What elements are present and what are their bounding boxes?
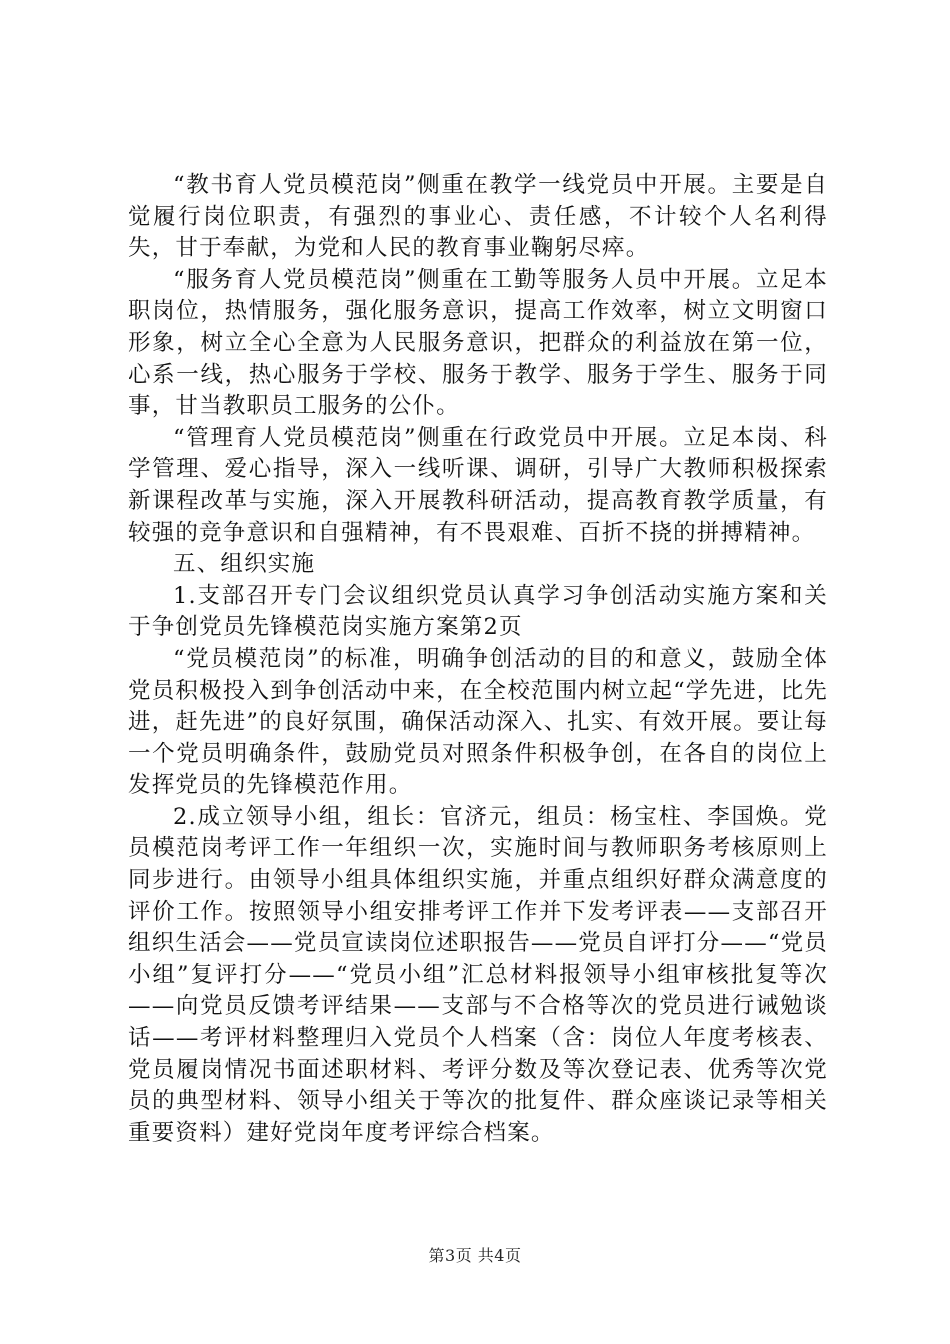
paragraph-item-2: 2.成立领导小组，组长：官济元，组员：杨宝柱、李国焕。党员模范岗考评工作一年组织一次，实施时间与教师职务考核原则上同步进行。由领导小组具体组织实施，并重点组织好群众满意度的评价工作。按照领导小组安排考评工作并下发考评表——支部召开组织生活会——党员宣读岗位述职报告——党员自评打分——“党员小组”复评打分——“党员小组”汇总材料报领导小组审核批复等次——向党员反馈考评结果——支部与不合格等次的党员进行诫勉谈话——考评材料整理归入党员个人档案（含：岗位人年度考核表、党员履岗情况书面述职材料、考评分数及等次登记表、优秀等次党员的典型材料、领导小组关于等次的批复件、群众座谈记录等相关重要资料）建好党岗年度考评综合档案。 — [128, 803, 829, 1146]
paragraph-management-post: “管理育人党员模范岗”侧重在行政党员中开展。立足本岗、科学管理、爱心指导，深入一线听课、调研，引导广大教师积极探索新课程改革与实施，深入开展教科研活动，提高教育教学质量，有较强的竞争意识和自强精神，有不畏艰难、百折不挠的拼搏精神。 — [128, 424, 828, 546]
paragraph-standard: “党员模范岗”的标准，明确争创活动的目的和意义，鼓励全体党员积极投入到争创活动中来，在全校范围内树立起“学先进，比先进，赶先进”的良好氛围，确保活动深入、扎实、有效开展。要让每一个党员明确条件，鼓励党员对照条件积极争创，在各自的岗位上发挥党员的先锋模范作用。 — [128, 645, 829, 799]
section-heading-implementation: 五、组织实施 — [173, 551, 316, 578]
paragraph-item-1: 1.支部召开专门会议组织党员认真学习争创活动实施方案和关于争创党员先锋模范岗实施方案第2页 — [128, 582, 828, 641]
paragraph-service-post: “服务育人党员模范岗”侧重在工勤等服务人员中开展。立足本职岗位，热情服务，强化服务意识，提高工作效率，树立文明窗口形象，树立全心全意为人民服务意识，把群众的利益放在第一位，心系一线，热心服务于学校、服务于教学、服务于学生、服务于同事，甘当教职员工服务的公仆。 — [128, 266, 828, 420]
document-body — [128, 170, 828, 1149]
page-footer: 第3页 共4页 — [428, 1246, 522, 1265]
paragraph-teaching-post: “教书育人党员模范岗”侧重在教学一线党员中开展。主要是自觉履行岗位职责，有强烈的事业心、责任感，不计较个人名利得失，甘于奉献，为党和人民的教育事业鞠躬尽瘁。 — [128, 172, 828, 262]
